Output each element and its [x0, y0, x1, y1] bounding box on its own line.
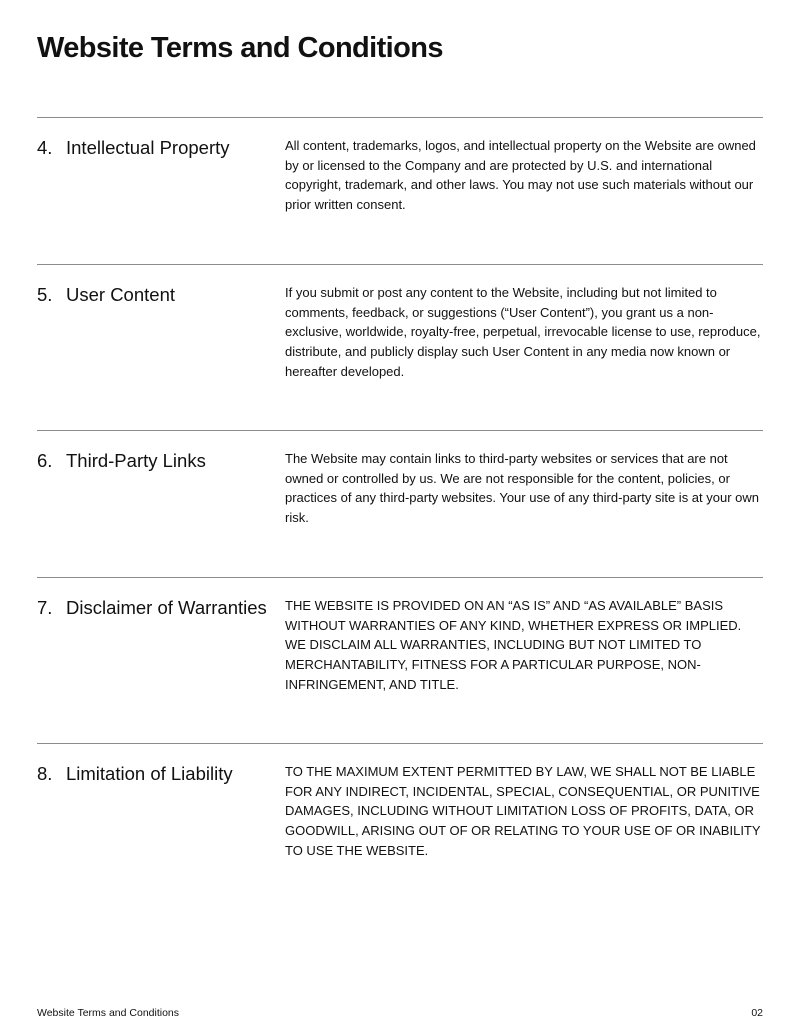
section-title: Intellectual Property [66, 137, 230, 158]
section-user-content [37, 264, 763, 430]
section-heading [37, 450, 277, 472]
section-body: All content, trademarks, logos, and intellectual property on the Website are owned by or licensed to the Company and are protected by U.S. and international copyright, trademark, and other laws. You may not use such materials without our prior written consent. [285, 138, 756, 213]
section-body: The Website may contain links to third-party websites or services that are not owned or controlled by us. We are not responsible for the content, policies, or practices of any third-party websites. Your use of any third-party site is at your own risk. [285, 451, 760, 526]
terms-sections [37, 117, 763, 890]
section-body: THE WEBSITE IS PROVIDED ON AN “AS IS” AND “AS AVAILABLE” BASIS WITHOUT WARRANTIES OF ANY KIND, WHETHER EXPRESS OR IMPLIED. WE DISCLAIM ALL WARRANTIES, INCLUDING BUT NOT LIMITED TO MERCHANTABILITY, FITNESS FOR A PARTICULAR PURPOSE, NON-INFRINGEMENT, AND TITLE. [285, 598, 742, 692]
section-heading [37, 763, 277, 785]
footer-page-number: 02 [751, 1007, 763, 1019]
section-intellectual-property [37, 117, 763, 264]
section-number: 5. [37, 284, 53, 305]
section-number: 6. [37, 450, 53, 471]
section-third-party-links [37, 430, 763, 577]
section-heading [37, 284, 277, 306]
section-title: User Content [66, 284, 175, 305]
section-title: Disclaimer of Warranties [66, 597, 267, 618]
section-title: Limitation of Liability [66, 763, 233, 784]
section-limitation-of-liability [37, 743, 763, 890]
page-title: Website Terms and Conditions [37, 32, 443, 64]
footer-document-title: Website Terms and Conditions [37, 1007, 180, 1019]
section-body: If you submit or post any content to the Website, including but not limited to comments, feedback, or suggestions (“User Content”), you grant us a non-exclusive, worldwide, royalty-free, perpetual, irrevocable license to use, reproduce, distribute, and publicly display such User Content in any media now known or hereafter developed. [285, 285, 761, 379]
section-heading [37, 597, 277, 619]
section-title: Third-Party Links [66, 450, 206, 471]
section-number: 8. [37, 763, 53, 784]
section-disclaimer-of-warranties [37, 577, 763, 743]
section-number: 4. [37, 137, 53, 158]
section-number: 7. [37, 597, 53, 618]
section-heading [37, 137, 277, 159]
section-body: TO THE MAXIMUM EXTENT PERMITTED BY LAW, WE SHALL NOT BE LIABLE FOR ANY INDIRECT, INCIDENTAL, SPECIAL, CONSEQUENTIAL, OR PUNITIVE DAMAGES, INCLUDING WITHOUT LIMITATION LOSS OF PROFITS, DATA, OR GOODWILL, ARISING OUT OF OR RELATING TO YOUR USE OF OR INABILITY TO USE THE WEBSITE. [285, 764, 761, 858]
